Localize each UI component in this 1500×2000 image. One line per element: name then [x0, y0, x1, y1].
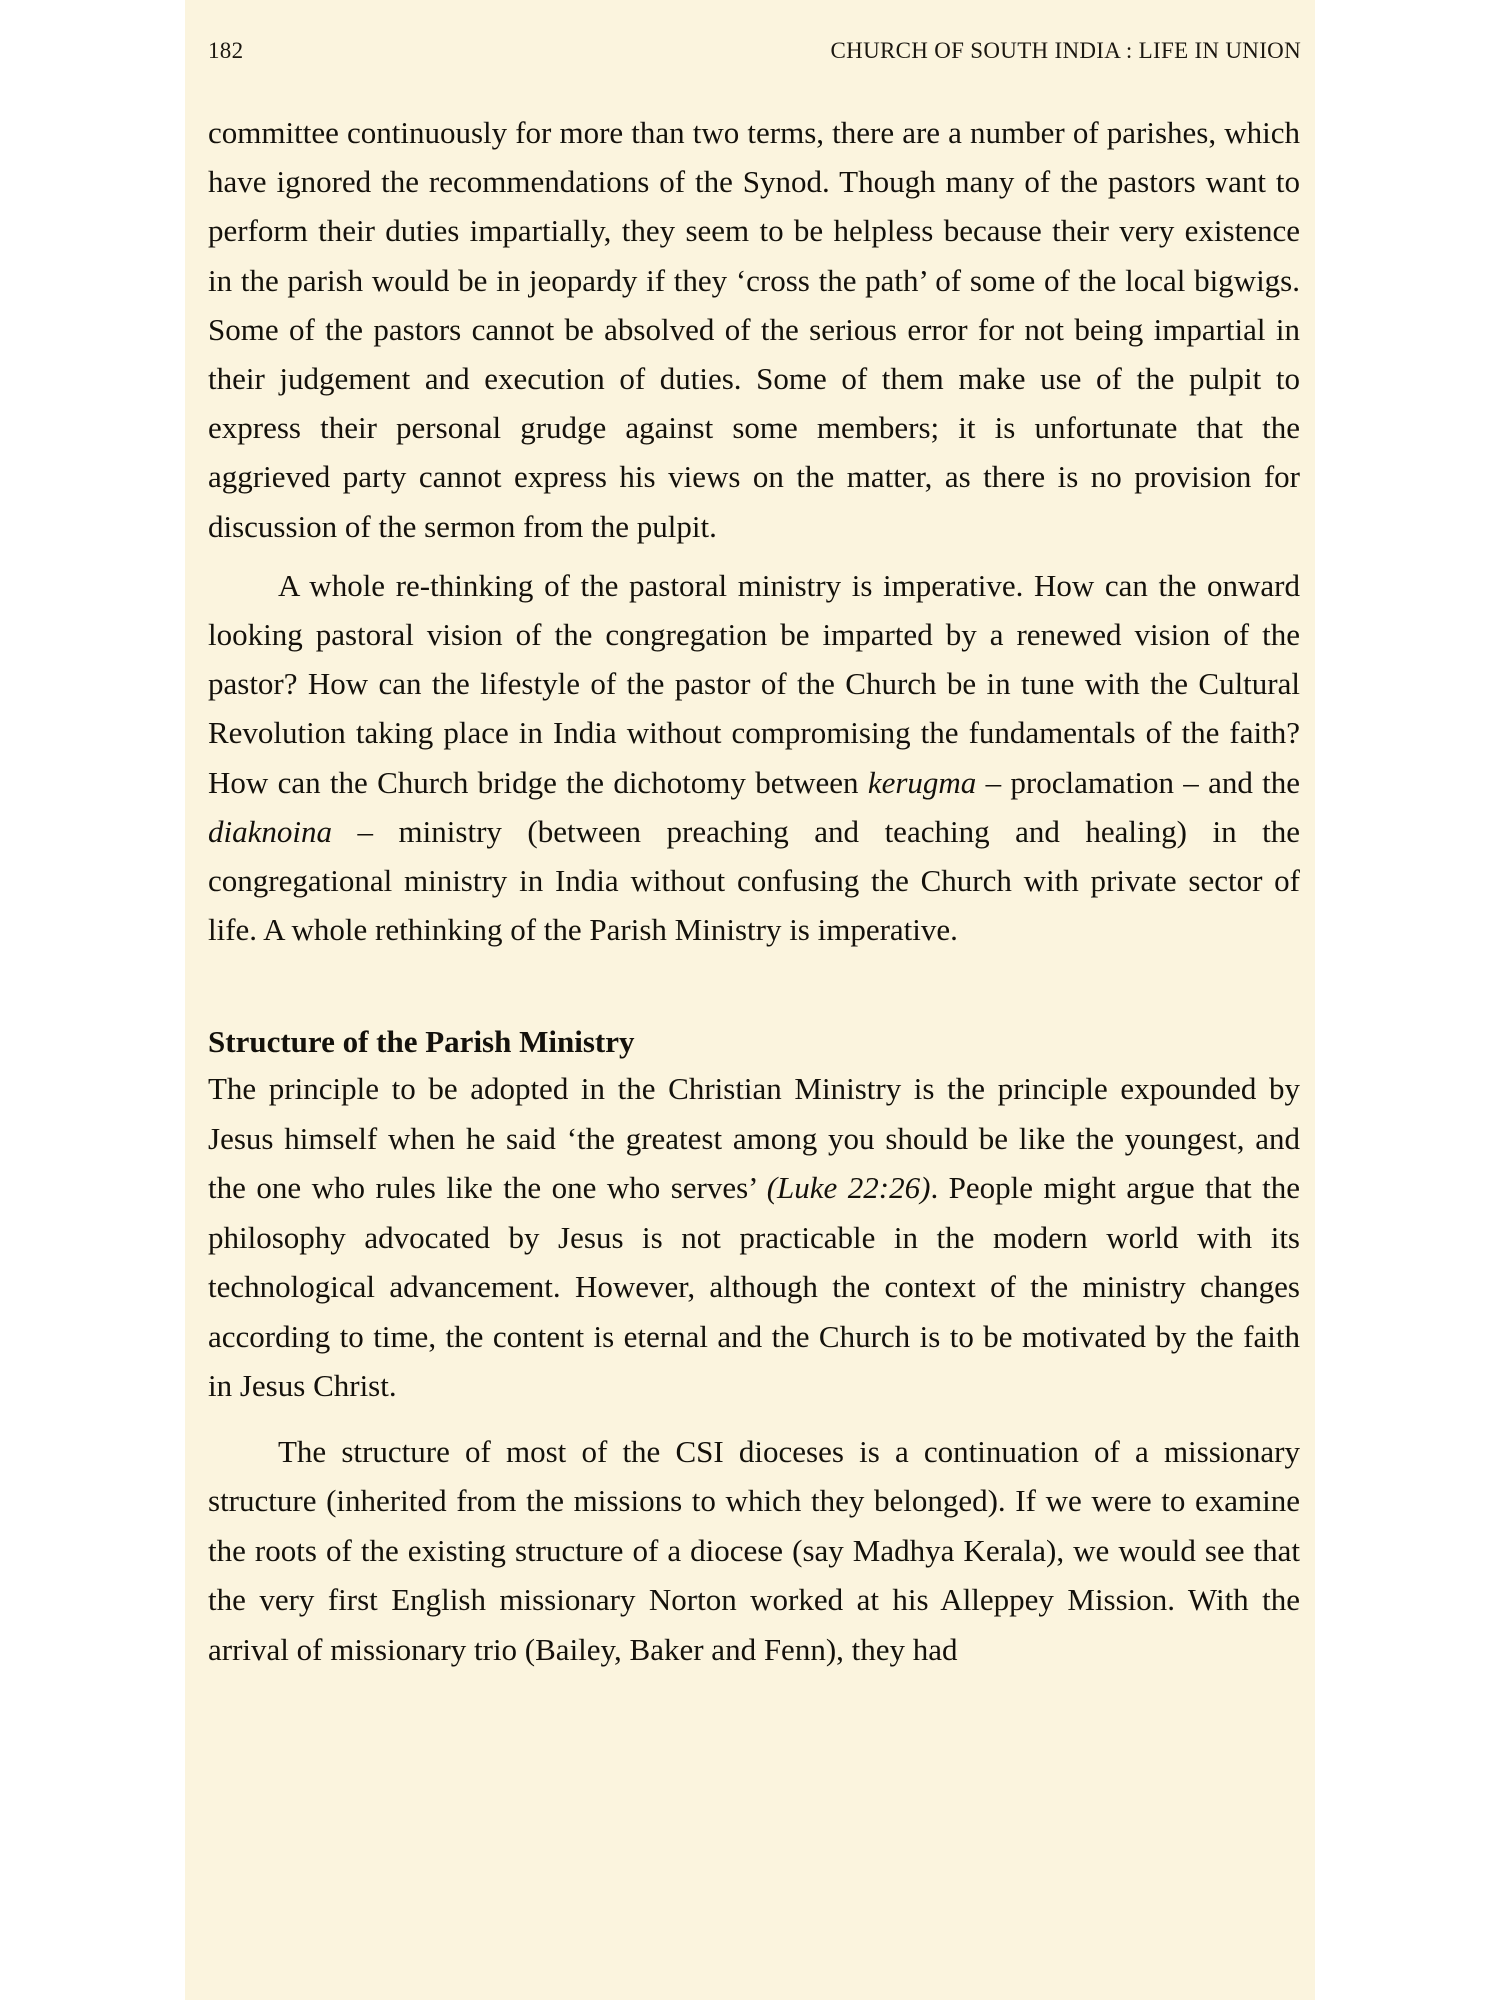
paragraph-3-text-1: The principle to be adopted in the Christian Ministry is the principle expounded by Jesus himself when he said ‘the greatest among you should be like the youngest, and the one who rules like the one who serves’: [208, 1071, 1300, 1206]
paragraph-2: [208, 561, 1300, 955]
book-page: [185, 0, 1315, 2000]
paragraph-4: The structure of most of the CSI dioceses is a continuation of a missionary structure (inherited from the missions to which they belonged). If we were to examine the roots of the existing structure of a diocese (say Madhya Kerala), we would see that the very first English missionary Norton worked at his Alleppey Mission. With the arrival of missionary trio (Bailey, Baker and Fenn), they had: [208, 1433, 1300, 1667]
paragraph-2-text-1: A whole re-thinking of the pastoral ministry is imperative. How can the onward looking pastoral vision of the congregation be imparted by a renewed vision of the pastor? How can the lifestyle of the pastor of the Church be in tune with the Cultural Revolution taking place in India without compromising the fundamentals of the faith? How can the Church bridge the dichotomy between: [208, 567, 1300, 800]
term-kerugma: kerugma: [867, 764, 977, 800]
page-number: 182: [208, 38, 244, 63]
term-diaknoina: diaknoina: [208, 813, 332, 849]
paragraph-3-text-2: . People might argue that the philosophy advocated by Jesus is not practicable in the modern world with its technological advancement. However, although the context of the ministry changes according to time, the content is eternal and the Church is to be motivated by the faith in Jesus Christ.: [208, 1170, 1300, 1404]
bible-reference: (Luke 22:26): [766, 1170, 931, 1206]
paragraph-2-text-3: – ministry (between preaching and teaching and healing) in the congregational ministry in India without confusing the Church with private sector of life. A whole rethinking of the Parish Ministry is imperative.: [208, 813, 1300, 948]
page-header: [208, 38, 1301, 64]
running-title: CHURCH OF SOUTH INDIA : LIFE IN UNION: [830, 38, 1301, 63]
paragraph-2-text-2: – proclamation – and the: [976, 764, 1301, 800]
section-structure: [208, 1020, 1300, 1674]
section-heading: Structure of the Parish Ministry: [208, 1024, 635, 1060]
paragraph-1: committee continuously for more than two terms, there are a number of parishes, which have ignored the recommendations of the Synod. Though many of the pastors want to perform their duties impartially, they seem to be helpless because their very existence in the parish would be in jeopardy if they ‘cross the path’ of some of the local bigwigs. Some of the pastors cannot be absolved of the serious error for not being impartial in their judgement and execution of duties. Some of them make use of the pulpit to express their personal grudge against some members; it is unfortunate that the aggrieved party cannot express his views on the matter, as there is no provision for discussion of the sermon from the pulpit.: [208, 115, 1300, 544]
body-text: [208, 108, 1300, 1674]
paragraph-3: [208, 1064, 1300, 1411]
